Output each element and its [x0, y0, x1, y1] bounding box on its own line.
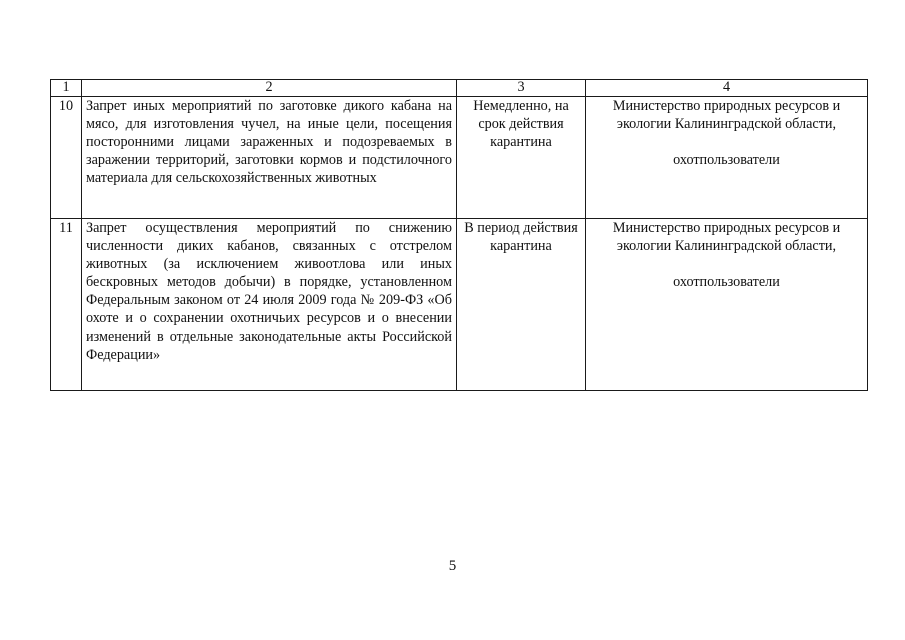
column-number-1: 1 [51, 80, 82, 97]
table-header-row [51, 80, 868, 97]
table-row [51, 219, 868, 391]
executor-cell [586, 219, 868, 391]
measure-text: Запрет осуществления мероприятий по снижению численности диких кабанов, связанных с отстрелом животных (за исключением живоотлова или иных бескровных методов добычи) в порядке, установленном Федеральным законом от 24 июля 2009 года № 209-ФЗ «Об охоте и о сохранении охотничьих ресурсов и о внесении изменений в отдельные законодательные акты Российской Федерации» [82, 219, 457, 391]
measures-table [50, 79, 868, 391]
term-text: В период действия карантина [457, 219, 586, 391]
row-number: 10 [51, 97, 82, 219]
executor-hunting-users: охотпользователи [673, 274, 780, 291]
page-number: 5 [448, 558, 457, 574]
column-number-3: 3 [457, 80, 586, 97]
measure-text: Запрет иных мероприятий по заготовке дикого кабана на мясо, для изготовления чучел, на иные цели, посещения посторонними лицами зараженных и подозреваемых в заражении территорий, заготовки кормов и подстилочного материала для сельскохозяйственных животных [82, 97, 457, 219]
row-number: 11 [51, 219, 82, 391]
executor-hunting-users: охотпользователи [673, 152, 780, 169]
column-number-4: 4 [586, 80, 868, 97]
term-text: Немедленно, на срок действия карантина [457, 97, 586, 219]
executor-ministry: Министерство природных ресурсов и экологии Калининградской области, [612, 220, 841, 255]
table-row [51, 97, 868, 219]
column-number-2: 2 [82, 80, 457, 97]
executor-ministry: Министерство природных ресурсов и экологии Калининградской области, [612, 98, 841, 133]
executor-cell [586, 97, 868, 219]
